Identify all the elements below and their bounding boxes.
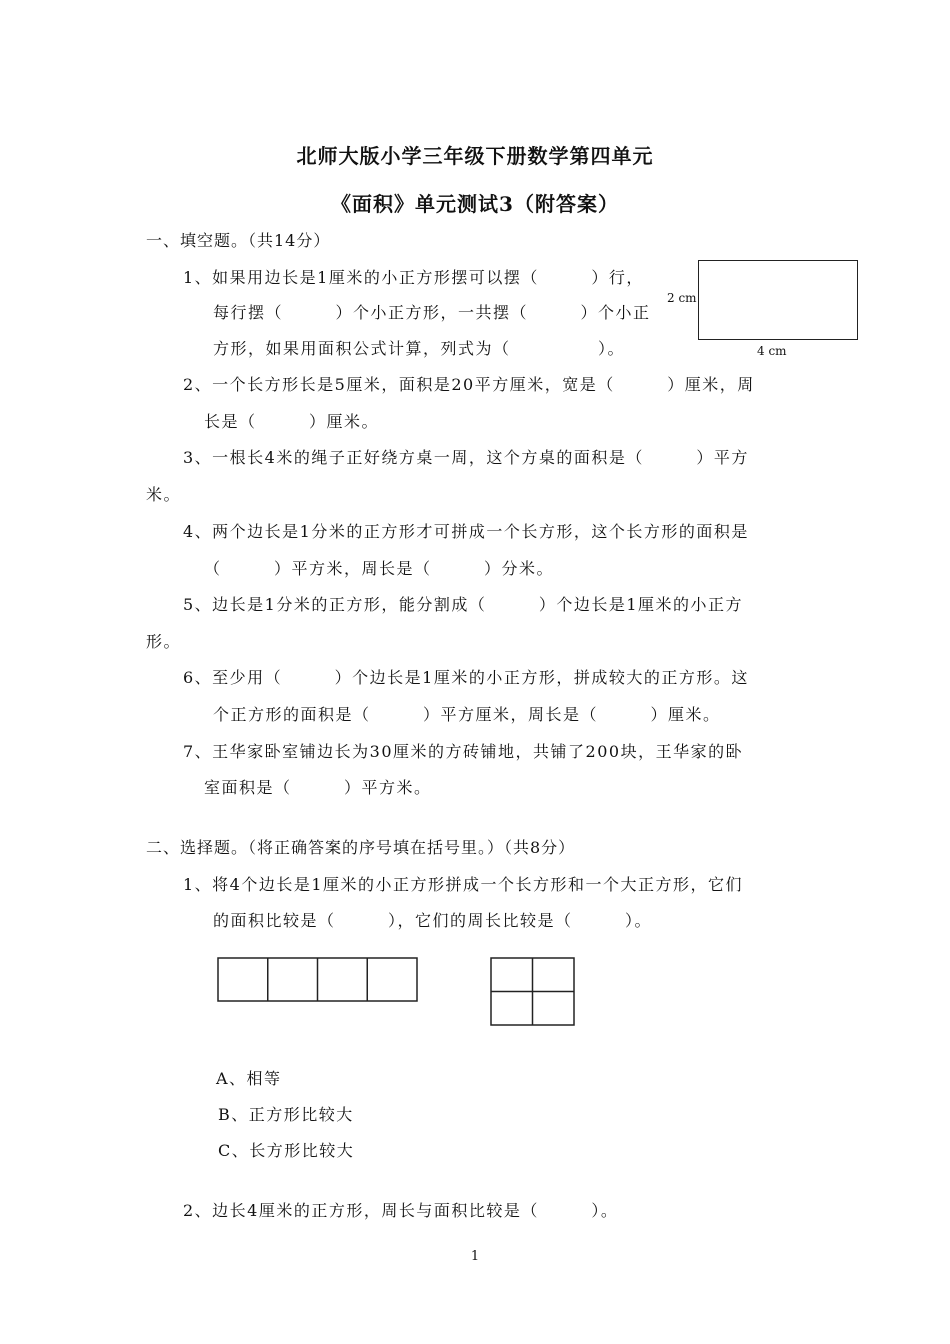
s1-q1-line1: 1、如果用边长是1厘米的小正方形摆可以摆（ ）行，: [183, 268, 644, 287]
page-subtitle: 《面积》单元测试3（附答案）: [331, 192, 619, 216]
rectangle-1x4-figure: [217, 957, 419, 1003]
s1-q5-line2: 形。: [146, 632, 182, 651]
option-c: C、长方形比较大: [218, 1141, 355, 1160]
square-2x2-figure: [490, 957, 576, 1027]
option-a: A、相等: [216, 1069, 282, 1088]
rectangle-width-label: 4 cm: [757, 344, 787, 358]
s1-q3-line2: 米。: [146, 485, 182, 504]
s1-q4-line2: （ ）平方米，周长是（ ）分米。: [204, 559, 555, 578]
page-title: 北师大版小学三年级下册数学第四单元: [296, 144, 654, 168]
s1-q7-line2: 室面积是（ ）平方米。: [204, 778, 432, 797]
s1-q7-line1: 7、王华家卧室铺边长为30厘米的方砖铺地，共铺了200块，王华家的卧: [183, 742, 744, 761]
s1-q6-line1: 6、至少用（ ）个边长是1厘米的小正方形，拼成较大的正方形。这: [183, 668, 749, 687]
s1-q3-line1: 3、一根长4米的绳子正好绕方桌一周，这个方桌的面积是（ ）平方: [183, 448, 749, 467]
s2-q2-line1: 2、边长4厘米的正方形，周长与面积比较是（ ）。: [183, 1201, 619, 1220]
s2-q1-line2: 的面积比较是（ ），它们的周长比较是（ ）。: [213, 911, 653, 930]
s1-q4-line1: 4、两个边长是1分米的正方形才可拼成一个长方形，这个长方形的面积是: [183, 522, 749, 541]
rectangle-height-label: 2 cm: [667, 291, 697, 305]
s1-q2-line2: 长是（ ）厘米。: [204, 412, 380, 431]
s1-q5-line1: 5、边长是1分米的正方形，能分割成（ ）个边长是1厘米的小正方: [183, 595, 744, 614]
section1-heading: 一、填空题。（共14分）: [146, 231, 331, 250]
s1-q2-line1: 2、一个长方形长是5厘米，面积是20平方厘米，宽是（ ）厘米，周: [183, 375, 755, 394]
s1-q1-line3: 方形，如果用面积公式计算，列式为（ ）。: [213, 339, 626, 358]
section2-heading: 二、选择题。（将正确答案的序号填在括号里。）（共8分）: [146, 838, 576, 857]
s1-q6-line2: 个正方形的面积是（ ）平方厘米，周长是（ ）厘米。: [213, 705, 721, 724]
page-number: 1: [470, 1249, 480, 1264]
s2-q1-line1: 1、将4个边长是1厘米的小正方形拼成一个长方形和一个大正方形，它们: [183, 875, 744, 894]
s1-q1-line2: 每行摆（ ）个小正方形，一共摆（ ）个小正: [213, 303, 651, 322]
option-b: B、正方形比较大: [218, 1105, 354, 1124]
rectangle-figure: [698, 260, 858, 340]
